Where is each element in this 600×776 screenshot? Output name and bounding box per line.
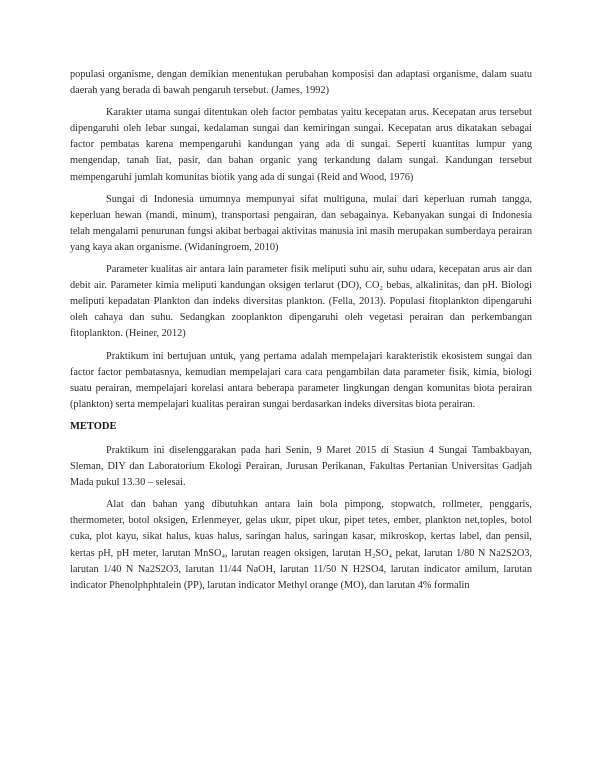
paragraph-indonesian-rivers: Sungai di Indonesia umumnya mempunyai sifat multiguna, mulai dari keperluan rumah tangga, keperluan hewan (mandi, minum), transportasi pengairan, dan sebagainya. Kebanyakan sungai di Indonesia telah mengalami penurunan fungsi akibat berbagai aktivitas manusia ini masih merupakan sumberdaya perairan yang kaya akan organisme. (Widaningroem, 2010) — [70, 193, 532, 253]
page-body — [70, 67, 532, 600]
section-heading-metode: METODE — [70, 420, 117, 432]
paragraph-intro-continued: populasi organisme, dengan demikian menentukan perubahan komposisi dan adaptasi organisme, dalam suatu daerah yang berada di bawah pengaruh tersebut. (James, 1992) — [70, 69, 532, 97]
paragraph-water-quality-parameters: Parameter kualitas air antara lain parameter fisik meliputi suhu air, suhu udara, kecepatan arus air dan debit air. Parameter kimia meliputi kandungan oksigen terlarut (DO), CO₂ bebas, alkalinitas, dan pH. Biologi meliputi kepadatan Plankton dan indeks diversitas plankton. (Fella, 2013). Populasi fitoplankton dipengaruhi oleh cahaya dan suhu. Sedangkan zooplankton dipengaruhi oleh vegetasi perairan dan perkembangan fitoplankton. (Heiner, 2012) — [70, 264, 532, 340]
paragraph-tools-materials: Alat dan bahan yang dibutuhkan antara lain bola pimpong, stopwatch, rollmeter, penggaris, thermometer, botol oksigen, Erlenmeyer, gelas ukur, pipet ukur, pipet tetes, ember, plankton net,toples, botol cuka, plot kayu, sikat halus, kuas halus, saringan halus, saringan kasar, mikroskop, kertas label, dan pensil, kertas pH, pH meter, larutan MnSO₄, larutan reagen oksigen, larutan H₂SO₄ pekat, larutan 1/80 N Na2S2O3, larutan 1/40 N Na2S2O3, larutan 11/44 NaOH, larutan 11/50 N H2SO4, larutan indicator amilum, larutan indicator Phenolphphtalein (PP), larutan indicator Methyl orange (MO), dan larutan 4% formalin — [70, 499, 532, 591]
paragraph-river-character: Karakter utama sungai ditentukan oleh factor pembatas yaitu kecepatan arus. Kecepatan arus tersebut dipengaruhi oleh lebar sungai, kedalaman sungai dan kemiringan sungai. Kecepatan arus dikatakan sebagai factor pembatas karena mempengaruhi kandungan yang ada di sungai. Seperti kuantitas lumpur yang mengendap, tanah liat, pasir, dan bahan organic yang terkandung dalam sungai. Kandungan tersebut mempengaruhi jumlah komunitas biotik yang ada di sungai (Reid and Wood, 1976) — [70, 107, 532, 183]
paragraph-practicum-objectives: Praktikum ini bertujuan untuk, yang pertama adalah mempelajari karakteristik ekosistem sungai dan factor factor pembatasnya, kemudian mempelajari cara cara pengambilan data parameter fisik, kimia, biologi suatu perairan, mempelajari korelasi antara beberapa parameter lingkungan dengan komunitas biota perairan (plankton) serta mempelajari kualitas perairan sungai berdasarkan indeks diversitas biota perairan. — [70, 350, 532, 410]
paragraph-practicum-schedule: Praktikum ini diselenggarakan pada hari Senin, 9 Maret 2015 di Stasiun 4 Sungai Tambakbayan, Sleman, DIY dan Laboratorium Ekologi Perairan, Jurusan Perikanan, Fakultas Pertanian Universitas Gadjah Mada pukul 13.30 – selesai. — [70, 444, 532, 489]
